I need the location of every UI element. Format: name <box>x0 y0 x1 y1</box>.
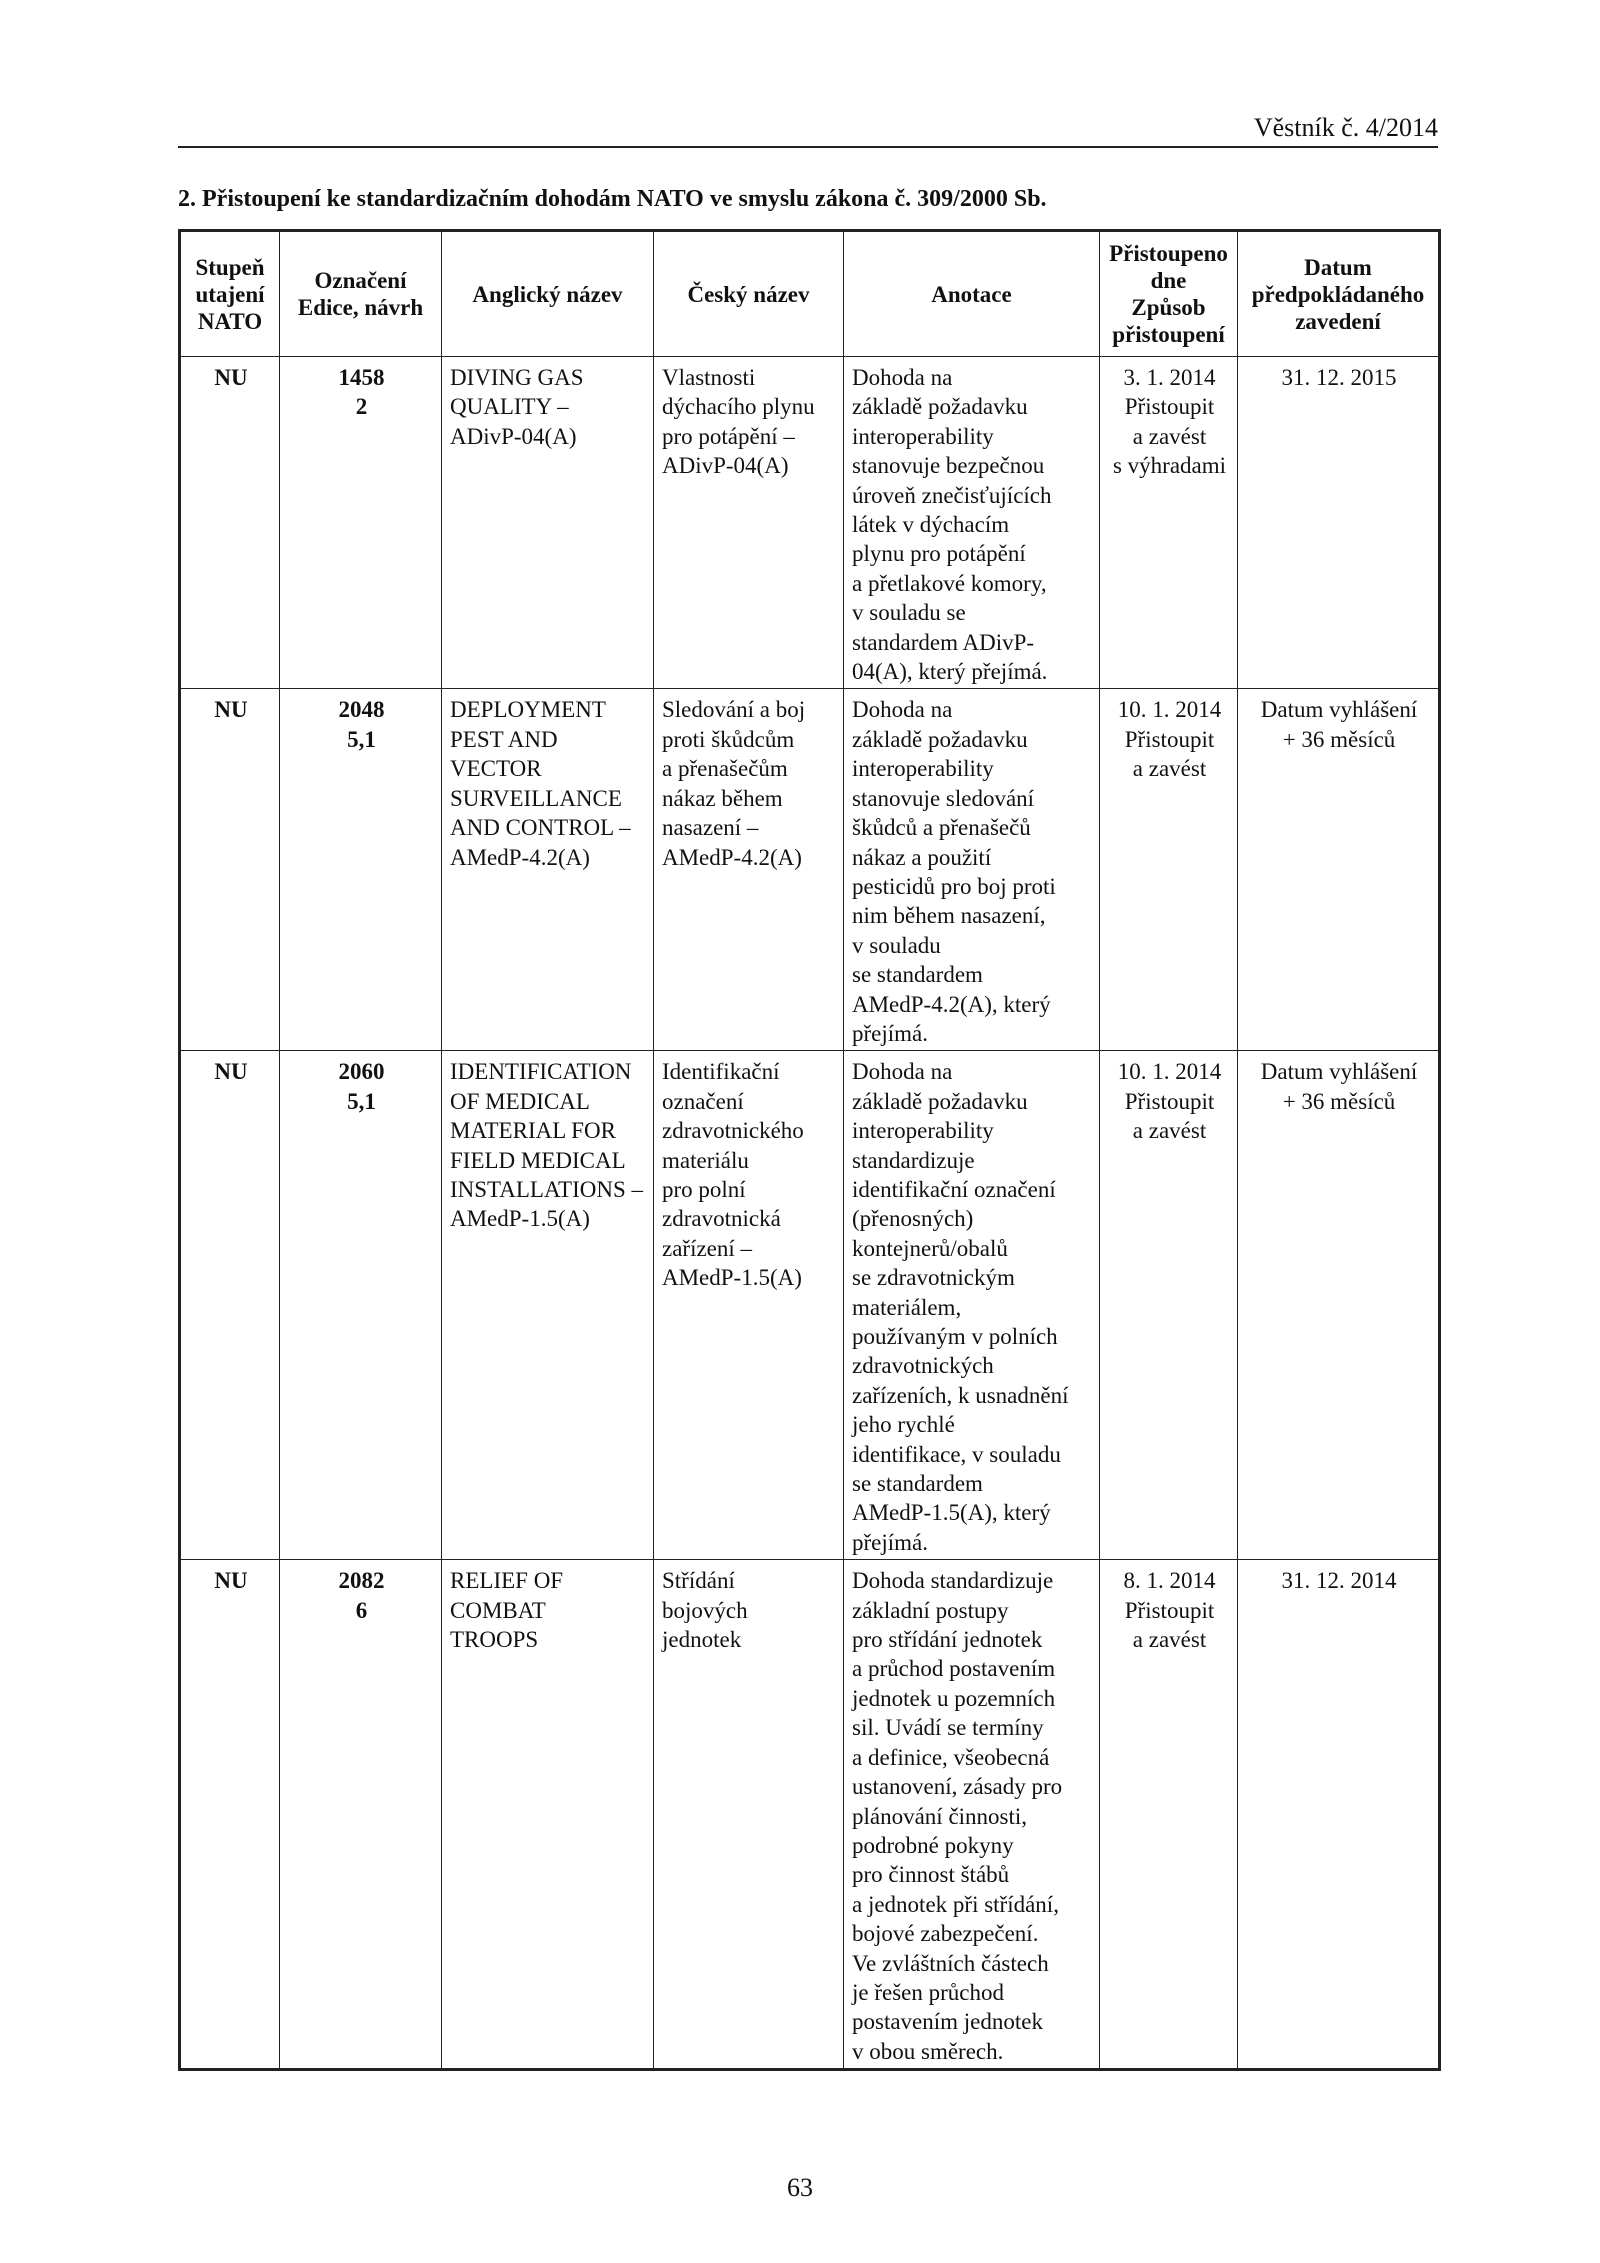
text-line: (přenosných) <box>852 1206 974 1232</box>
text-line: a zavést <box>1132 1627 1207 1653</box>
text-line: Označení <box>314 268 407 293</box>
text-line: Přistoupit <box>1124 1088 1215 1114</box>
text-line: nasazení – <box>662 815 759 841</box>
text-line: základě požadavku <box>852 394 1028 420</box>
text-line: Stupeň <box>195 254 265 280</box>
text-line: zařízení – <box>662 1235 753 1261</box>
text-line: se standardem <box>852 962 983 988</box>
text-line: 10. 1. 2014 <box>1117 697 1222 723</box>
text-line: a přenašečům <box>662 756 788 782</box>
cell-czech-title <box>654 1051 844 1560</box>
cell-accession <box>1100 689 1238 1051</box>
text-line: AND CONTROL – <box>450 815 631 841</box>
text-line: Střídání <box>662 1568 735 1594</box>
cell-designation <box>280 1560 442 2070</box>
text-line: označení <box>662 1088 744 1114</box>
text-line: nákaz a použití <box>852 844 992 870</box>
text-line: plynu pro potápění <box>852 541 1026 567</box>
text-line: identifikace, v souladu <box>852 1441 1061 1467</box>
text-line: a definice, všeobecná <box>852 1744 1050 1770</box>
text-line: základě požadavku <box>852 1088 1028 1114</box>
section-title: 2. Přistoupení ke standardizačním dohodám NATO ve smyslu zákona č. 309/2000 Sb. <box>178 186 1047 212</box>
cell-annotation <box>844 1051 1100 1560</box>
text-line: plánování činnosti, <box>852 1803 1028 1829</box>
header-implementation-date <box>1238 231 1440 357</box>
text-line: a zavést <box>1132 756 1207 782</box>
text-line: základě požadavku <box>852 726 1028 752</box>
text-line: jednotek u pozemních <box>852 1685 1056 1711</box>
text-line: AMedP-1.5(A) <box>662 1265 802 1291</box>
cell-implementation-date <box>1238 689 1440 1051</box>
text-line: pesticidů pro boj proti <box>852 873 1056 899</box>
text-line: Identifikační <box>662 1059 780 1085</box>
text-line: zdravotnických <box>852 1353 994 1379</box>
text-line: a jednotek při střídání, <box>852 1891 1059 1917</box>
text-line: AMedP-4.2(A) <box>662 844 802 870</box>
text-line: ustanovení, zásady pro <box>852 1774 1063 1800</box>
text-line: AMedP-4.2(A) <box>450 844 590 870</box>
cell-annotation <box>844 357 1100 689</box>
text-line: v souladu <box>852 932 941 958</box>
header-designation <box>280 231 442 357</box>
text-line: identifikační označení <box>852 1176 1056 1202</box>
text-line: základní postupy <box>852 1597 1009 1623</box>
text-line: 5,1 <box>347 1088 376 1114</box>
text-line: interoperability <box>852 1118 994 1144</box>
text-line: interoperability <box>852 756 994 782</box>
text-line: jeho rychlé <box>852 1412 955 1438</box>
text-line: zavedení <box>1295 308 1381 334</box>
text-line: je řešen průchod <box>852 1979 1004 2005</box>
text-line: přejímá. <box>852 1020 928 1046</box>
text-line: NATO <box>197 308 263 334</box>
text-line: OF MEDICAL <box>450 1088 590 1114</box>
header-accession <box>1100 231 1238 357</box>
text-line: ADivP-04(A) <box>662 453 789 479</box>
cell-english-title <box>442 1051 654 1560</box>
text-line: standardem ADivP- <box>852 629 1035 655</box>
table-row <box>180 357 1440 689</box>
text-line: látek v dýchacím <box>852 512 1010 538</box>
text-line: stanovuje sledování <box>852 785 1035 811</box>
text-line: bojových <box>662 1597 748 1623</box>
text-line: zařízeních, k usnadnění <box>852 1382 1069 1408</box>
cell-czech-title <box>654 1560 844 2070</box>
cell-classification: NU <box>180 1560 280 2070</box>
text-line: DIVING GAS <box>450 365 584 390</box>
text-line: Dohoda na <box>852 697 953 723</box>
text-line: nákaz během <box>662 785 783 811</box>
text-line: kontejnerů/obalů <box>852 1235 1008 1261</box>
text-line: přejímá. <box>852 1529 928 1555</box>
text-line: 1458 <box>338 365 385 390</box>
text-line: AMedP-4.2(A), který <box>852 991 1051 1017</box>
text-line: FIELD MEDICAL <box>450 1147 626 1173</box>
text-line: INSTALLATIONS – <box>450 1176 644 1202</box>
text-line: 8. 1. 2014 <box>1123 1568 1216 1594</box>
cell-accession <box>1100 1051 1238 1560</box>
cell-implementation-date <box>1238 1051 1440 1560</box>
text-line: Datum vyhlášení <box>1260 1059 1418 1085</box>
text-line: materiálu <box>662 1147 749 1173</box>
cell-annotation <box>844 1560 1100 2070</box>
text-line: jednotek <box>662 1627 742 1653</box>
text-line: 31. 12. 2015 <box>1281 365 1397 390</box>
text-line: 10. 1. 2014 <box>1117 1059 1222 1085</box>
nato-standards-table <box>178 229 1441 2071</box>
text-line: 6 <box>355 1597 368 1623</box>
text-line: QUALITY – <box>450 394 569 420</box>
text-line: RELIEF OF <box>450 1568 564 1594</box>
cell-english-title <box>442 1560 654 2070</box>
text-line: zdravotnická <box>662 1206 781 1232</box>
text-line: v souladu se <box>852 600 966 626</box>
text-line: + 36 měsíců <box>1282 726 1396 752</box>
header-czech-title <box>654 231 844 357</box>
text-line: 5,1 <box>347 726 376 752</box>
text-line: TROOPS <box>450 1627 539 1653</box>
cell-classification: NU <box>180 357 280 689</box>
text-line: Způsob <box>1131 295 1206 320</box>
text-line: 04(A), který přejímá. <box>852 659 1048 685</box>
text-line: Anotace <box>931 281 1012 307</box>
text-line: Edice, návrh <box>297 295 424 320</box>
text-line: Přistoupit <box>1124 726 1215 752</box>
text-line: a zavést <box>1132 1118 1207 1144</box>
cell-designation <box>280 689 442 1051</box>
text-line: MATERIAL FOR <box>450 1118 616 1144</box>
text-line: Vlastnosti <box>662 365 756 390</box>
text-line: s výhradami <box>1112 453 1227 479</box>
cell-czech-title <box>654 357 844 689</box>
text-line: a průchod postavením <box>852 1656 1056 1682</box>
text-line: Anglický název <box>472 281 623 307</box>
text-line: Přistoupit <box>1124 1597 1215 1623</box>
text-line: Datum vyhlášení <box>1260 697 1418 723</box>
text-line: Dohoda na <box>852 1059 953 1085</box>
cell-english-title <box>442 689 654 1051</box>
text-line: ADivP-04(A) <box>450 423 577 449</box>
text-line: VECTOR <box>450 756 542 782</box>
text-line: předpokládaného <box>1251 281 1425 307</box>
text-line: používaným v polních <box>852 1324 1058 1349</box>
text-line: Datum <box>1304 254 1372 280</box>
text-line: PEST AND <box>450 726 558 752</box>
page-number: 63 <box>787 2173 813 2202</box>
text-line: Ve zvláštních částech <box>852 1950 1049 1976</box>
text-line: utajení <box>195 281 265 307</box>
text-line: SURVEILLANCE <box>450 785 622 811</box>
text-line: postavením jednotek <box>852 2009 1043 2035</box>
text-line: se standardem <box>852 1471 983 1497</box>
cell-czech-title <box>654 689 844 1051</box>
text-line: pro střídání jednotek <box>852 1627 1043 1653</box>
text-line: zdravotnického <box>662 1118 804 1144</box>
text-line: úroveň znečisťujících <box>852 482 1052 508</box>
cell-designation <box>280 1051 442 1560</box>
table-header-row <box>180 231 1440 357</box>
text-line: 3. 1. 2014 <box>1123 365 1216 390</box>
cell-classification: NU <box>180 689 280 1051</box>
text-line: a zavést <box>1132 423 1207 449</box>
text-line: nim během nasazení, <box>852 903 1046 929</box>
text-line: přistoupení <box>1112 322 1225 347</box>
text-line: pro činnost štábů <box>852 1862 1010 1888</box>
text-line: v obou směrech. <box>852 2038 1004 2064</box>
text-line: bojové zabezpečení. <box>852 1921 1039 1947</box>
text-line: podrobné pokyny <box>852 1832 1014 1858</box>
cell-english-title <box>442 357 654 689</box>
text-line: 2 <box>355 394 368 420</box>
text-line: 31. 12. 2014 <box>1281 1568 1397 1594</box>
text-line: Dohoda standardizuje <box>852 1568 1054 1594</box>
text-line: 2060 <box>338 1059 385 1085</box>
text-line: Český název <box>687 281 810 307</box>
journal-issue: Věstník č. 4/2014 <box>1253 113 1438 142</box>
text-line: sil. Uvádí se termíny <box>852 1715 1044 1741</box>
header-annotation <box>844 231 1100 357</box>
header-classification <box>180 231 280 357</box>
table-row <box>180 1560 1440 2070</box>
header-english-title <box>442 231 654 357</box>
table-row <box>180 689 1440 1051</box>
cell-accession <box>1100 357 1238 689</box>
text-line: pro polní <box>662 1176 746 1202</box>
cell-designation <box>280 357 442 689</box>
cell-implementation-date <box>1238 1560 1440 2070</box>
text-line: škůdců a přenašečů <box>852 815 1031 841</box>
text-line: COMBAT <box>450 1597 546 1623</box>
text-line: Přistoupit <box>1124 394 1215 420</box>
text-line: interoperability <box>852 423 994 449</box>
text-line: dýchacího plynu <box>662 394 815 420</box>
header-rule <box>178 146 1438 148</box>
text-line: 2048 <box>338 697 385 723</box>
text-line: stanovuje bezpečnou <box>852 453 1045 479</box>
text-line: + 36 měsíců <box>1282 1088 1396 1114</box>
text-line: DEPLOYMENT <box>450 697 606 723</box>
text-line: dne <box>1150 268 1187 293</box>
text-line: se zdravotnickým <box>852 1265 1015 1291</box>
text-line: AMedP-1.5(A), který <box>852 1500 1051 1526</box>
cell-accession <box>1100 1560 1238 2070</box>
text-line: AMedP-1.5(A) <box>450 1206 590 1232</box>
cell-implementation-date <box>1238 357 1440 689</box>
text-line: Přistoupeno <box>1109 241 1228 266</box>
text-line: Dohoda na <box>852 365 953 390</box>
text-line: a přetlakové komory, <box>852 570 1047 596</box>
text-line: IDENTIFICATION <box>450 1059 632 1085</box>
cell-classification: NU <box>180 1051 280 1560</box>
text-line: 2082 <box>338 1568 385 1594</box>
text-line: pro potápění – <box>662 423 795 449</box>
text-line: Sledování a boj <box>662 697 806 723</box>
text-line: proti škůdcům <box>662 726 795 752</box>
table-row <box>180 1051 1440 1560</box>
text-line: standardizuje <box>852 1147 975 1173</box>
text-line: materiálem, <box>852 1294 962 1320</box>
cell-annotation <box>844 689 1100 1051</box>
